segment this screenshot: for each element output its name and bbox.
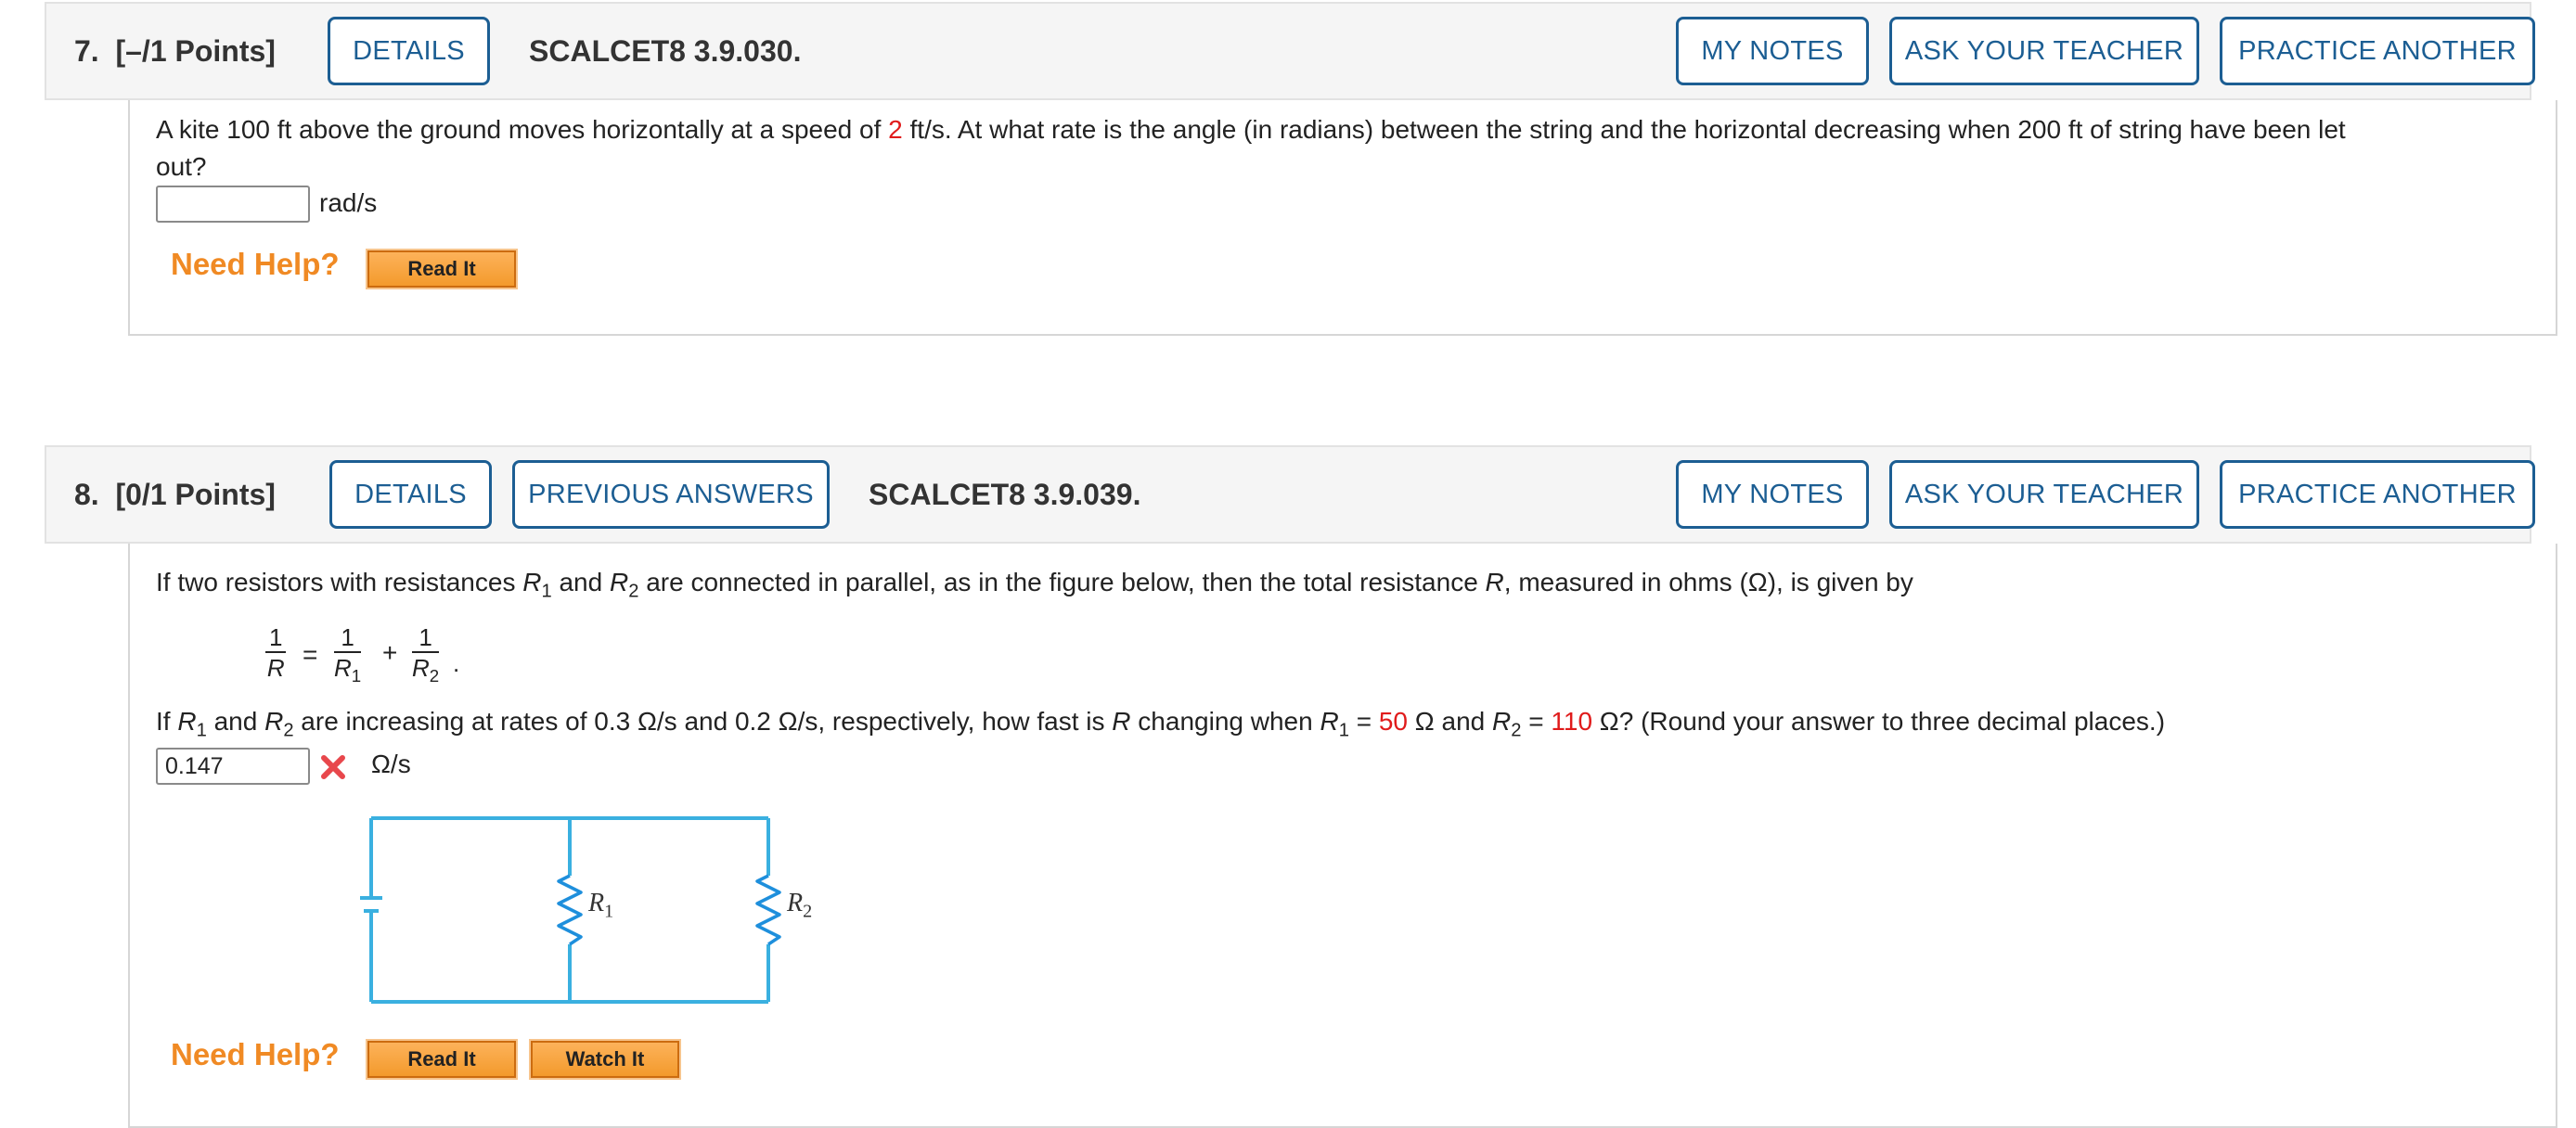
question-code: SCALCET8 3.9.030. xyxy=(529,33,802,68)
question-7-points: 7. [–/1 Points] xyxy=(74,33,276,68)
my-notes-button[interactable]: MY NOTES xyxy=(1676,17,1869,85)
incorrect-x-icon xyxy=(319,753,347,781)
my-notes-button[interactable]: MY NOTES xyxy=(1676,460,1869,529)
answer-input[interactable] xyxy=(156,186,310,223)
read-it-button[interactable]: Read It xyxy=(367,1041,516,1078)
question-8-points: 8. [0/1 Points] xyxy=(74,477,276,511)
need-help-label: Need Help? xyxy=(171,247,340,281)
question-7-header xyxy=(45,2,2531,100)
r2-value: 110 xyxy=(1551,707,1593,736)
watch-it-button[interactable]: Watch It xyxy=(531,1041,679,1078)
question-7-text-line2: out? xyxy=(156,152,207,181)
question-8-intro: If two resistors with resistances $R_1$ and $R_2$ are connected in parallel, as in the figure below, then the total resistance R, measured in ohms (Ω), is given by xyxy=(156,568,1913,602)
r1-value: 50 xyxy=(1378,707,1408,736)
question-code: SCALCET8 3.9.039. xyxy=(869,477,1141,511)
answer-unit: Ω/s xyxy=(371,750,411,778)
need-help-label: Need Help? xyxy=(171,1037,340,1071)
question-8-header xyxy=(45,445,2531,544)
practice-another-button[interactable]: PRACTICE ANOTHER xyxy=(2220,17,2535,85)
speed-value: 2 xyxy=(888,115,903,144)
ask-your-teacher-button[interactable]: ASK YOUR TEACHER xyxy=(1889,460,2199,529)
previous-answers-button[interactable]: PREVIOUS ANSWERS xyxy=(512,460,830,529)
practice-another-button[interactable]: PRACTICE ANOTHER xyxy=(2220,460,2535,529)
details-button[interactable]: DETAILS xyxy=(328,17,490,85)
answer-input[interactable]: 0.147 xyxy=(156,748,310,785)
question-8-text: If $R_1$ and $R_2$ are increasing at rates of 0.3 Ω/s and 0.2 Ω/s, respectively, how fast is R changing when $R_1 = 50$ Ω and $R_2 = 110$ Ω? (Round your answer to three decimal places.) xyxy=(156,707,2166,741)
read-it-button[interactable]: Read It xyxy=(367,250,516,288)
details-button[interactable]: DETAILS xyxy=(329,460,492,529)
parallel-circuit-figure: $R_1$ $R_2$ xyxy=(360,813,787,1017)
ask-your-teacher-button[interactable]: ASK YOUR TEACHER xyxy=(1889,17,2199,85)
answer-unit: rad/s xyxy=(319,188,378,217)
question-7-text: A kite 100 ft above the ground moves horizontally at a speed of 2 ft/s. At what rate is the angle (in radians) between the string and the horizontal decreasing when 200 ft of string have been let xyxy=(156,115,2346,144)
